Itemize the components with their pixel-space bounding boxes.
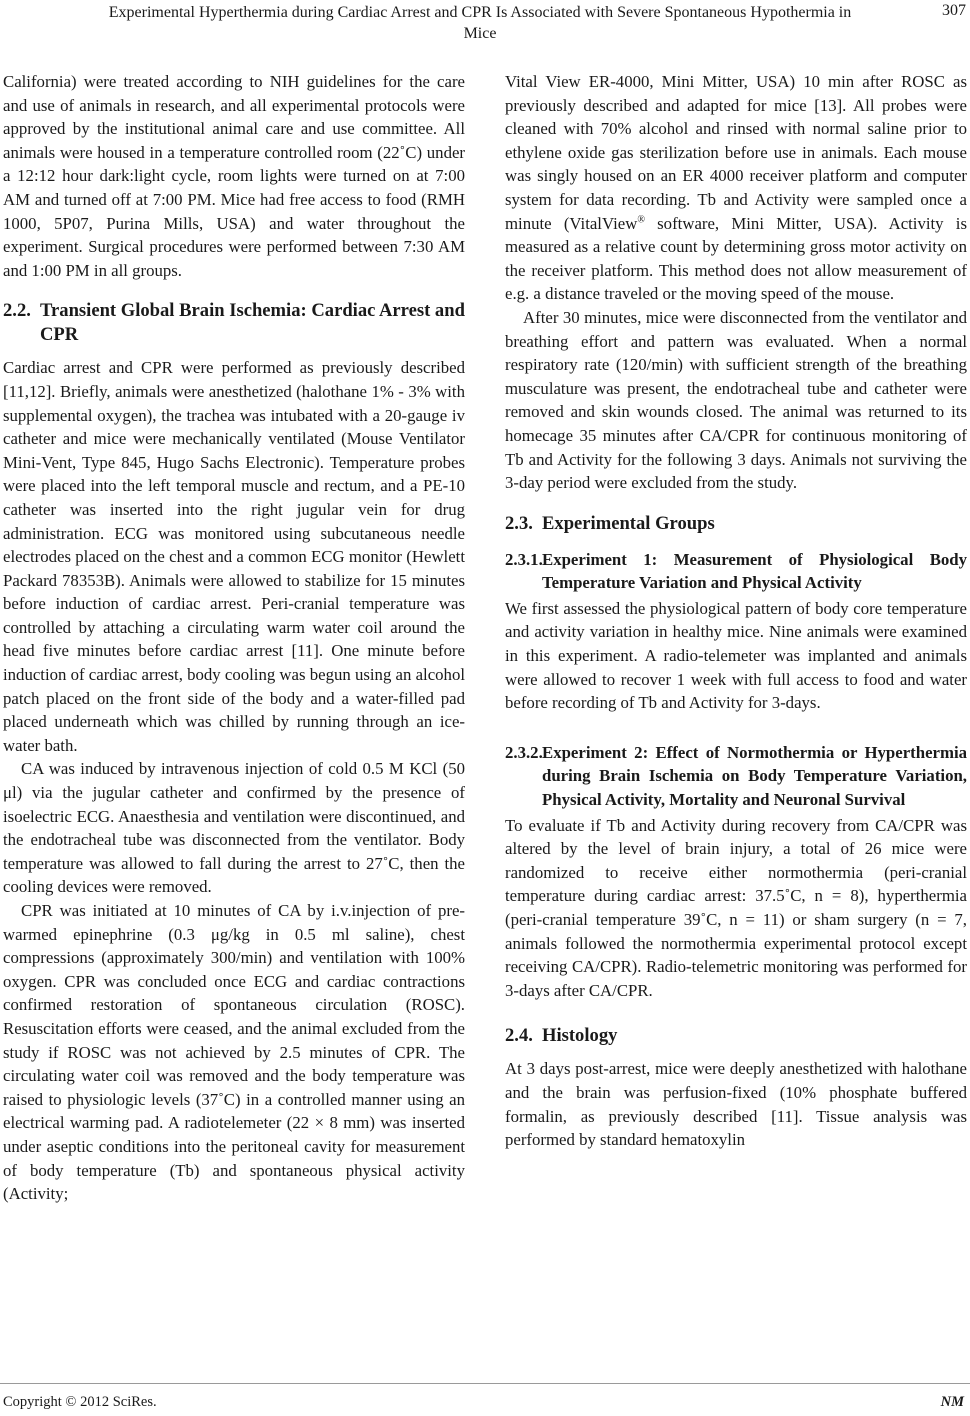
- left-column: [3, 70, 465, 1206]
- paragraph-experiment-1: We first assessed the physiological pattern of body core temperature and activity variation in healthy mice. Nine animals were examined in this experiment. A radio-telemeter was implanted and animals were allowed to recover 1 week with full access to food and water before recording of Tb and Activity for 3-days.: [505, 598, 967, 713]
- paragraph-ca-induction: CA was induced by intravenous injection of cold 0.5 M KCl (50 μl) via the jugular catheter and confirmed by the presence of isoelectric ECG. Anaesthesia and ventilation were discontinued, and the endotracheal tube was disconnected from the ventilator. Body temperature was allowed to fall during the arrest to 27˚C, then the cooling devices were removed.: [3, 759, 465, 897]
- copyright-notice: Copyright © 2012 SciRes.: [3, 1394, 157, 1410]
- section-title: Histology: [542, 1025, 618, 1047]
- subsection-number: 2.3.1.: [505, 549, 543, 569]
- section-heading-2-2: [3, 299, 465, 347]
- paragraph-cpr: CPR was initiated at 10 minutes of CA by i.v.injection of pre-warmed epinephrine (0.3 μg/kg in 0.5 ml saline), chest compressions (approximately 300/min) and ventilation with 100% oxygen. CPR was concluded once ECG and cardiac contractions confirmed restoration of spontaneous circulation (ROSC). Resuscitation efforts were ceased, and the animal excluded from the study if ROSC was not achieved by 2.5 minutes of CPR. The circulating water coil was removed and the body temperature was raised to physiologic levels (37˚C) in a controlled manner using an electrical warming pad. A radiotelemeter (22 × 8 mm) was inserted under aseptic conditions into the peritoneal cavity for measurement of body temperature (Tb) and spontaneous physical activity (Activity;: [3, 901, 465, 1204]
- paragraph-experiment-2: To evaluate if Tb and Activity during recovery from CA/CPR was altered by the level of brain injury, a total of 26 mice were randomized to receive either normothermia (peri-cranial temperature during cardiac arrest: 37.5˚C, n = 8), hyperthermia (peri-cranial temperature 39˚C, n = 11) or sham surgery (n = 7, animals followed the normothermia experimental protocol except receiving CA/CPR). Radio-telemetric monitoring was performed for 3-days after CA/CPR.: [505, 815, 967, 1000]
- journal-abbreviation: NM: [940, 1394, 964, 1410]
- page-number: 307: [942, 2, 966, 19]
- section-number: 2.4.: [505, 1025, 533, 1047]
- registered-mark: ®: [637, 213, 645, 225]
- paragraph-telemetry: [505, 70, 967, 306]
- telemetry-text-b: software, Mini Mitter, USA). Activity is measured as a relative count by determining gross motor activity on the receiver platform. This method does not allow measurement of e.g. a distance traveled or the moving speed of the mouse.: [505, 213, 967, 304]
- section-number: 2.3.: [505, 512, 533, 534]
- section-heading-2-3: [505, 512, 967, 536]
- subsection-heading-2-3-2: [505, 741, 967, 812]
- subsection-title: Experiment 2: Effect of Normothermia or Hyperthermia during Brain Ischemia on Body Temperature Variation, Physical Activity, Mortality and Neuronal Survival: [542, 742, 967, 810]
- subsection-number: 2.3.2.: [505, 742, 543, 762]
- paragraph-cardiac-arrest-procedure: Cardiac arrest and CPR were performed as previously described [11,12]. Briefly, animals were anesthetized (halothane 1% - 3% with supplemental oxygen), the trachea was intubated with a 20-gauge iv catheter and mice were mechanically ventilated (Mouse Ventilator Mini-Vent, Type 845, Hugo Sachs Electronic). Temperature probes were placed into the left temporal muscle and rectum, and a PE-10 catheter was inserted into the right jugular vein for drug administration. ECG was monitored using subcutaneous needle electrodes placed on the chest and a common ECG monitor (Hewlett Packard 78353B). Animals were allowed to stabilize for 15 minutes before induction of cardiac arrest. Peri-cranial temperature was controlled by attaching a circulating warm water coil around the head five minutes before cardiac arrest [11]. One minute before induction of cardiac arrest, body cooling was begun using an alcohol patch placed on the front side of the body and a water-filled pad placed underneath which was chilled by running through an ice-water bath.: [3, 358, 465, 755]
- subsection-heading-2-3-1: [505, 548, 967, 595]
- running-head: Experimental Hyperthermia during Cardiac Arrest and CPR Is Associated with Severe Spontaneous Hypothermia in Mice: [108, 4, 852, 42]
- section-number: 2.2.: [3, 300, 31, 322]
- footer-divider: [0, 1383, 970, 1384]
- paragraph-animals: California) were treated according to NIH guidelines for the care and use of animals in research, and all experimental protocols were approved by the institutional animal care and use committee. All animals were housed in a temperature controlled room (22˚C) under a 12:12 hour dark:light cycle, room lights were turned on at 7:00 AM and turned off at 7:00 PM. Mice had free access to food (RMH 1000, 5P07, Purina Mills, USA) and water throughout the experiment. Surgical procedures were performed between 7:30 AM and 1:00 PM in all groups.: [3, 72, 465, 280]
- section-title: Experimental Groups: [542, 512, 715, 534]
- paragraph-recovery: After 30 minutes, mice were disconnected from the ventilator and breathing effort and pattern was evaluated. When a normal respiratory rate (120/min) with sufficient strength of the breathing musculature was present, the endotracheal tube and catheter were removed and skin wounds closed. The animal was returned to its homecage 35 minutes after CA/CPR for continuous monitoring of Tb and Activity for the following 3 days. Animals not surviving the 3-day period were excluded from the study.: [505, 307, 967, 493]
- telemetry-text-a: Vital View ER-4000, Mini Mitter, USA) 10 min after ROSC as previously described and adapted for mice [13]. All probes were cleaned with 70% alcohol and rinsed with normal saline prior to ethylene oxide gas sterilization before use in animals. Each mouse was singly housed on an ER 4000 receiver platform and computer system for data recording. Tb and Activity were sampled once a minute (VitalView: [505, 72, 967, 233]
- paragraph-histology: At 3 days post-arrest, mice were deeply anesthetized with halothane and the brain was perfusion-fixed (10% phosphate buffered formalin, as previously described [11]. Tissue analysis was performed by standard hematoxylin: [505, 1059, 967, 1150]
- right-column: [505, 70, 967, 1152]
- section-title: Transient Global Brain Ischemia: Cardiac Arrest and CPR: [40, 300, 465, 346]
- subsection-title: Experiment 1: Measurement of Physiological Body Temperature Variation and Physical Activity: [542, 549, 967, 593]
- section-heading-2-4: [505, 1024, 967, 1048]
